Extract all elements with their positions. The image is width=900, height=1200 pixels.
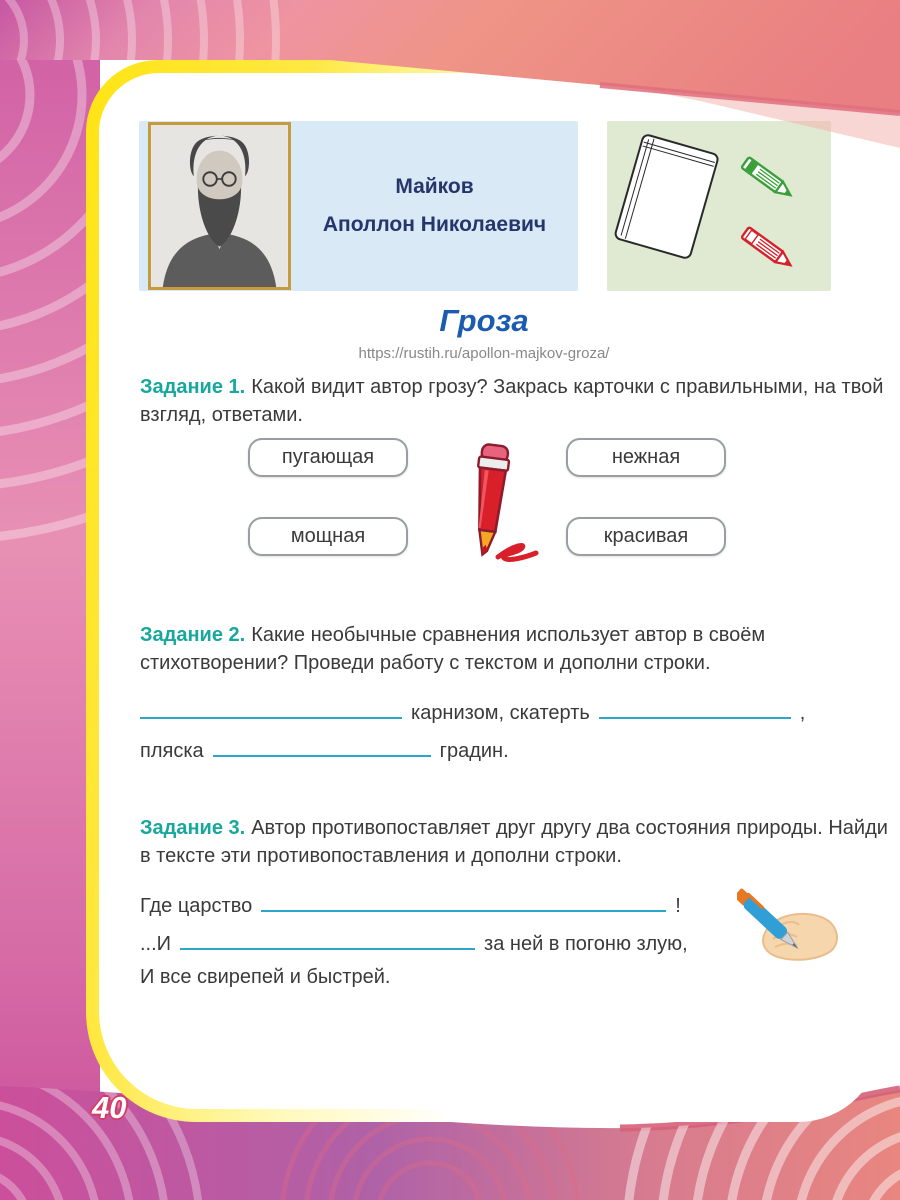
answer-card-3[interactable]: мощная bbox=[248, 517, 408, 556]
answer-card-2[interactable]: нежная bbox=[566, 438, 726, 477]
task-3-label: Задание 3. bbox=[140, 817, 246, 839]
task-3-line-2-before: ...И bbox=[140, 933, 172, 955]
task-2-line-1-comma: , bbox=[799, 702, 806, 724]
red-pencil-icon bbox=[741, 227, 794, 270]
poem-title: Гроза bbox=[439, 303, 529, 338]
workbook-card-content bbox=[99, 73, 888, 1109]
task-1-heading bbox=[140, 374, 894, 429]
author-name-line1: Майков bbox=[395, 175, 474, 198]
task-3-line-1-before: Где царство bbox=[140, 895, 253, 917]
red-pencil-illustration bbox=[450, 441, 542, 569]
book-icon bbox=[607, 121, 831, 291]
task-2-line-2-after: градин. bbox=[439, 740, 509, 762]
task-2-text: Какие необычные сравнения использует автор в своём стихотворении? Проведи работу с текстом и дополни строки. bbox=[140, 624, 766, 674]
author-panel bbox=[139, 121, 578, 291]
task-3-heading bbox=[140, 815, 894, 870]
fill-blank-2[interactable] bbox=[599, 698, 791, 719]
task-1-label: Задание 1. bbox=[140, 376, 246, 398]
book-pencils-panel bbox=[607, 121, 831, 291]
task-3-text: Автор противопоставляет друг другу два состояния природы. Найди в тексте эти противопоставления и дополни строки. bbox=[140, 817, 888, 867]
author-portrait bbox=[148, 122, 291, 290]
source-url: https://rustih.ru/apollon-majkov-groza/ bbox=[358, 345, 610, 362]
fill-blank-1[interactable] bbox=[140, 698, 402, 719]
task-2-heading bbox=[140, 622, 894, 677]
author-name bbox=[291, 121, 578, 291]
page-number: 40 bbox=[92, 1090, 127, 1125]
workbook-card bbox=[86, 60, 888, 1122]
fill-blank-3[interactable] bbox=[213, 736, 431, 757]
answer-card-4[interactable]: красивая bbox=[566, 517, 726, 556]
answer-card-1[interactable]: пугающая bbox=[248, 438, 408, 477]
task-3-line-3-text: И все свирепей и быстрей. bbox=[140, 966, 391, 988]
task-3-line-2-after: за ней в погоню злую, bbox=[484, 933, 688, 955]
author-portrait-photo bbox=[151, 125, 288, 287]
green-pencil-icon bbox=[741, 157, 794, 200]
task-1-text: Какой видит автор грозу? Закрась карточки с правильными, на твой взгляд, ответами. bbox=[140, 376, 884, 426]
task-2-line-2-before: пляска bbox=[140, 740, 204, 762]
writing-hand-icon bbox=[737, 881, 847, 977]
task-2-line-2 bbox=[140, 736, 894, 763]
task-2-line-1-text: карнизом, скатерть bbox=[411, 702, 590, 724]
author-name-line2: Аполлон Николаевич bbox=[322, 213, 547, 236]
fill-blank-4[interactable] bbox=[261, 891, 666, 912]
fill-blank-5[interactable] bbox=[180, 929, 475, 950]
task-3-line-1-after: ! bbox=[675, 895, 681, 917]
task-2-label: Задание 2. bbox=[140, 624, 246, 646]
task-2-line-1 bbox=[140, 698, 894, 725]
